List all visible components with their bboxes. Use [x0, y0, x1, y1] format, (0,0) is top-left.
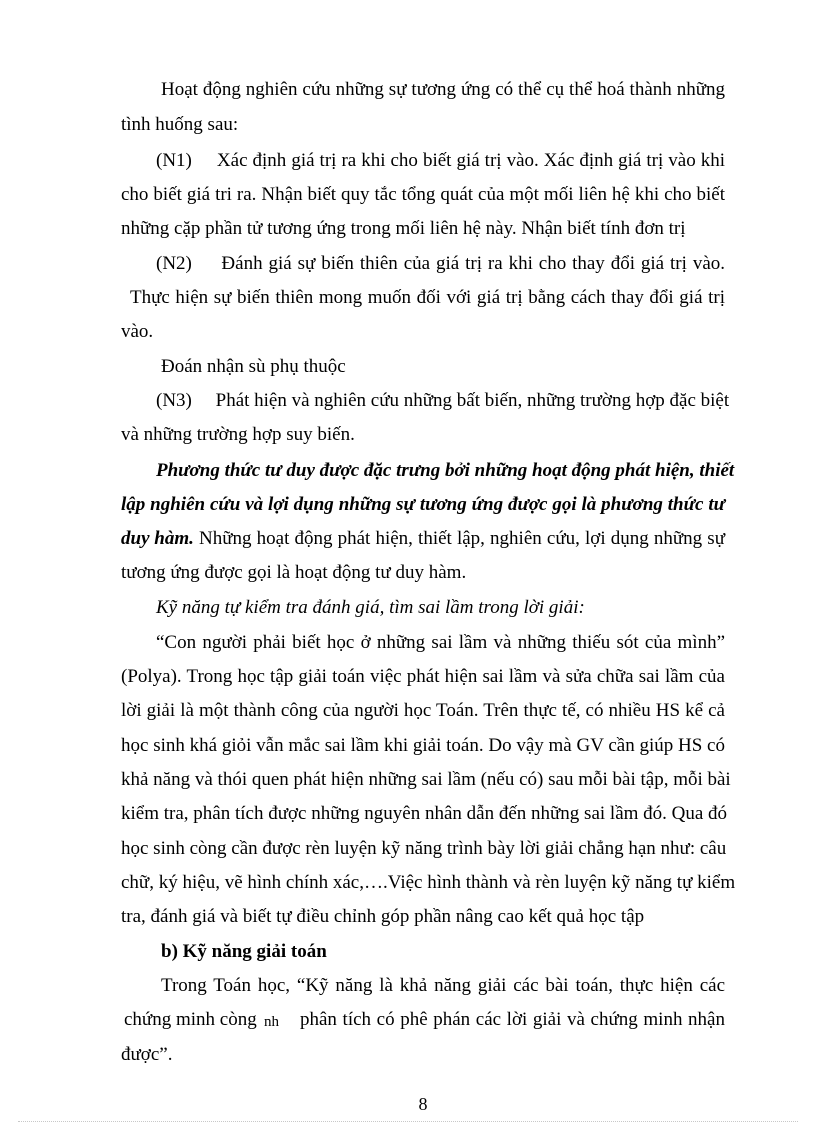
- paragraph-line: tra, đánh giá và biết tự điều chỉnh góp phần nâng cao kết quả học tập: [121, 906, 645, 927]
- item-n1-line: (N1) Xác định giá trị ra khi cho biết giá trị vào. Xác định giá trị vào khi: [156, 150, 725, 171]
- paragraph-line: cho biết giá tri ra. Nhận biết quy tắc tổng quát của một mối liên hệ khi cho biết: [121, 184, 725, 205]
- paragraph-line-part: phân tích có phê phán các lời giải và chứng minh nhận: [300, 1009, 725, 1030]
- paragraph-line: (Polya). Trong học tập giải toán việc phát hiện sai lầm và sửa chữa sai lầm của: [121, 666, 725, 687]
- paragraph-line: tương ứng được gọi là hoạt động tư duy hàm.: [121, 562, 467, 583]
- emphasis-line: Phương thức tư duy được đặc trưng bởi những hoạt động phát hiện, thiết: [156, 460, 735, 481]
- paragraph-line: tình huống sau:: [121, 114, 239, 135]
- paragraph-line: lời giải là một thành công của người học Toán. Trên thực tế, có nhiều HS kể cả: [121, 700, 725, 721]
- section-heading-italic: Kỹ năng tự kiểm tra đánh giá, tìm sai lầm trong lời giải:: [156, 597, 585, 618]
- page-bottom-divider: [18, 1121, 798, 1122]
- paragraph-line: Thực hiện sự biến thiên mong muốn đối với giá trị bằng cách thay đổi giá trị: [130, 287, 725, 308]
- paragraph-line: khả năng và thói quen phát hiện những sai lầm (nếu có) sau mỗi bài tập, mỗi bài: [121, 769, 731, 790]
- mixed-line: [121, 527, 725, 551]
- paragraph-text: Những hoạt động phát hiện, thiết lập, nghiên cứu, lợi dụng những sự: [193, 528, 725, 549]
- paragraph-line: Hoạt động nghiên cứu những sự tương ứng có thể cụ thể hoá thành những: [161, 79, 725, 100]
- paragraph-line: Trong Toán học, “Kỹ năng là khả năng giải các bài toán, thực hiện các: [161, 975, 725, 996]
- paragraph-line: vào.: [121, 321, 154, 342]
- section-heading: b) Kỹ năng giải toán: [161, 941, 327, 962]
- paragraph-line: và những trường hợp suy biến.: [121, 424, 355, 445]
- paragraph-line: học sinh khá giỏi vẫn mắc sai lầm khi giải toán. Do vậy mà GV cần giúp HS có: [121, 735, 725, 756]
- paragraph-line: được”.: [121, 1044, 173, 1065]
- item-n3-line: (N3) Phát hiện và nghiên cứu những bất biến, những trường hợp đặc biệt: [156, 390, 730, 411]
- paragraph-line: kiểm tra, phân tích được những nguyên nhân dẫn đến những sai lầm đó. Qua đó: [121, 803, 728, 824]
- paragraph-line: những cặp phần tử tương ứng trong mối liên hệ này. Nhận biết tính đơn trị: [121, 218, 686, 239]
- paragraph-line-part: chứng minh còng: [124, 1009, 257, 1030]
- emphasis-text: duy hàm.: [121, 528, 194, 549]
- quote-line: “Con người phải biết học ở những sai lầm và những thiếu sót của mình”: [156, 632, 725, 653]
- item-n2-line: (N2) Đánh giá sự biến thiên của giá trị ra khi cho thay đổi giá trị vào.: [156, 253, 725, 274]
- paragraph-line: Đoán nhận sù phụ thuộc: [161, 356, 346, 377]
- page-number: 8: [418, 1094, 428, 1114]
- paragraph-line: học sinh còng cần được rèn luyện kỹ năng trình bày lời giải chẳng hạn như: câu: [121, 838, 727, 859]
- emphasis-line: lập nghiên cứu và lợi dụng những sự tương ứng được gọi là phương thức tư: [121, 494, 725, 515]
- paragraph-line: chữ, ký hiệu, vẽ hình chính xác,….Việc hình thành và rèn luyện kỹ năng tự kiểm: [121, 872, 736, 893]
- small-inline-text: nh: [264, 1014, 279, 1030]
